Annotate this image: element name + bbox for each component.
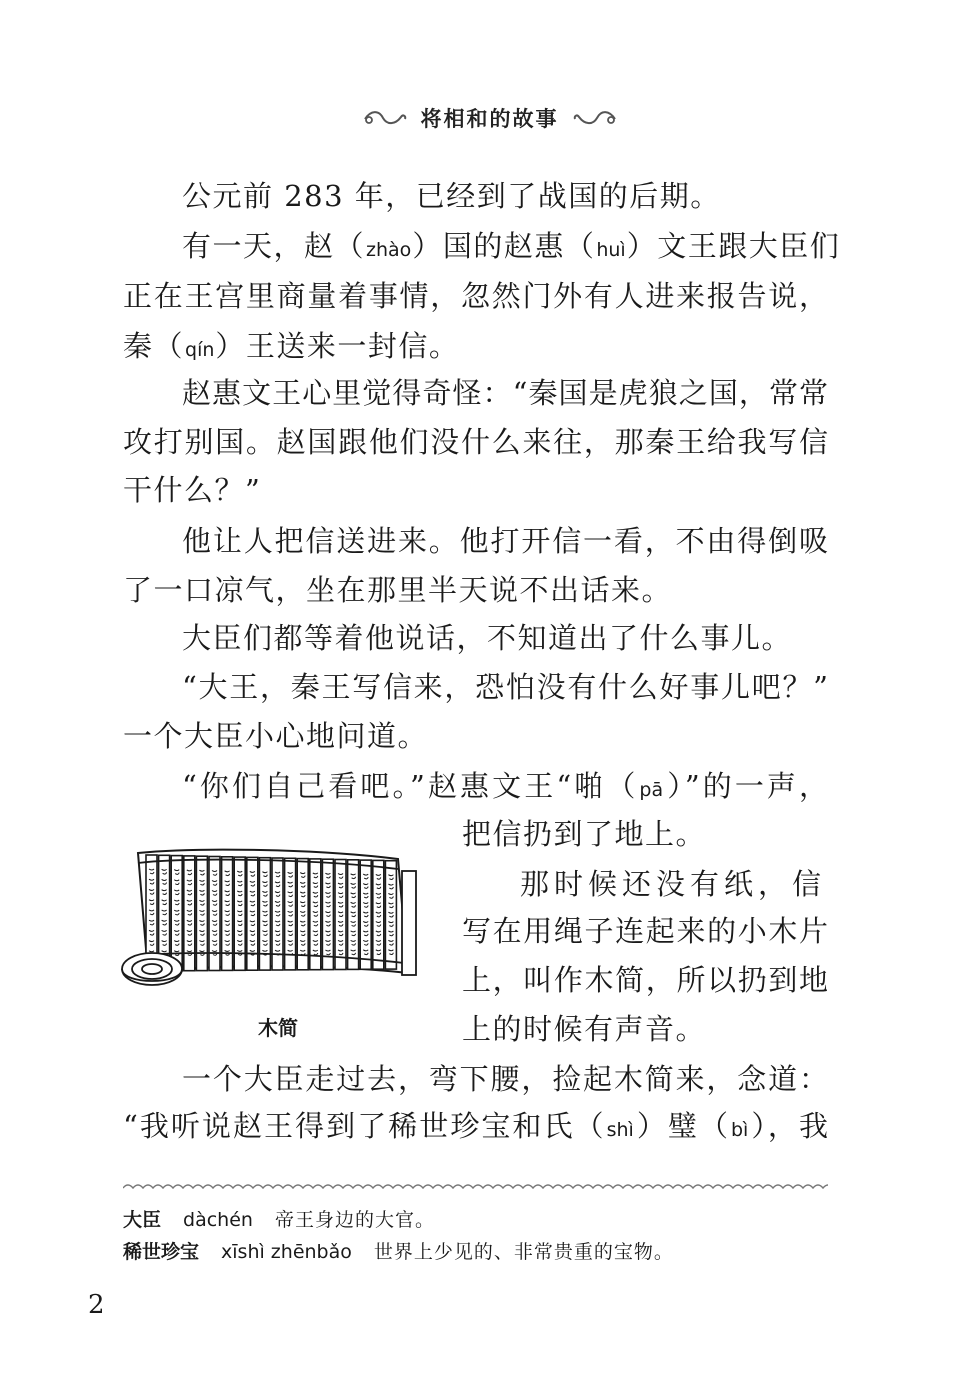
bamboo-slip — [348, 860, 359, 970]
pinyin-annotation: zhào — [366, 239, 412, 261]
body-line-3 — [123, 278, 828, 314]
pinyin-annotation: qín — [185, 339, 215, 361]
body-line-5 — [182, 375, 828, 411]
left-swirl-ornament-icon — [363, 108, 407, 128]
pinyin-annotation: huì — [596, 239, 626, 261]
body-text: ）王送来一封信。 — [215, 329, 460, 363]
glossary-term: 大臣 — [123, 1209, 162, 1231]
running-header — [0, 100, 979, 136]
body-line-8 — [182, 523, 828, 559]
bamboo-slip — [373, 860, 384, 969]
body-text: 正在王宫里商量着事情，忽然门外有人进来报告说， — [123, 279, 828, 313]
body-line-1 — [182, 178, 721, 214]
right-swirl-ornament-icon — [573, 108, 617, 128]
body-text: 赵惠文王心里觉得奇怪：“秦国是虎狼之国，常常 — [182, 376, 828, 410]
body-text: 上的时候有声音。 — [462, 1012, 707, 1046]
body-line-16 — [462, 913, 828, 949]
body-text: “我听说赵王得到了稀世珍宝和氏（ — [123, 1109, 606, 1143]
body-text: 秦（ — [123, 329, 185, 363]
body-text: ）文王跟大臣们 — [626, 229, 841, 263]
bamboo-slip — [385, 861, 396, 969]
body-text: 公元前 283 年，已经到了战国的后期。 — [182, 179, 721, 213]
glossary-definition: 世界上少见的、非常贵重的宝物。 — [373, 1241, 674, 1263]
body-text: 写在用绳子连起来的小木片 — [462, 914, 828, 948]
body-text: 了一口凉气，坐在那里半天说不出话来。 — [123, 573, 673, 607]
body-text: 攻打别国。赵国跟他们没什么来往，那秦王给我写信 — [123, 425, 828, 459]
body-text: ），我 — [749, 1109, 828, 1143]
body-line-9 — [123, 572, 672, 608]
body-text: 大臣们都等着他说话，不知道出了什么事儿。 — [182, 621, 793, 655]
glossary-entry — [123, 1238, 674, 1266]
bamboo-slip — [335, 860, 346, 970]
body-line-18 — [462, 1011, 706, 1047]
body-text: 上，叫作木简，所以扔到地 — [462, 963, 828, 997]
bamboo-slip — [360, 860, 371, 969]
glossary-definition: 帝王身边的大官。 — [274, 1209, 435, 1231]
body-line-14 — [462, 816, 706, 852]
body-text: “大王，秦王写信来，恐怕没有什么好事儿吧？” — [182, 670, 828, 704]
body-line-19 — [182, 1061, 828, 1097]
wavy-divider — [123, 1181, 828, 1195]
bamboo-slip — [297, 859, 308, 970]
body-line-7 — [123, 472, 261, 508]
body-text: ）”的一声， — [664, 769, 829, 803]
body-text: 有一天，赵（ — [182, 229, 366, 263]
bamboo-slips-scroll-icon — [118, 845, 438, 995]
bamboo-slip — [285, 858, 296, 970]
body-text: ）国的赵惠（ — [412, 229, 596, 263]
glossary-pinyin: dàchén — [183, 1209, 253, 1231]
glossary-entry — [123, 1206, 435, 1234]
pinyin-annotation: pā — [639, 779, 664, 801]
body-text: 把信扔到了地上。 — [462, 817, 707, 851]
page-number: 2 — [88, 1290, 105, 1320]
body-line-13 — [182, 768, 828, 808]
glossary-pinyin: xīshì zhēnbǎo — [221, 1241, 352, 1263]
pinyin-annotation: bì — [731, 1119, 749, 1141]
body-line-10 — [182, 620, 792, 656]
body-text: 一个大臣小心地问道。 — [123, 719, 429, 753]
body-text: 他让人把信送进来。他打开信一看，不由得倒吸 — [182, 524, 828, 558]
body-line-11 — [182, 669, 828, 705]
pinyin-annotation: shì — [606, 1119, 634, 1141]
body-line-4 — [123, 328, 459, 368]
figure-caption: 木简 — [258, 1016, 298, 1040]
body-text: 一个大臣走过去，弯下腰，捡起木简来，念道： — [182, 1062, 828, 1096]
glossary-term: 稀世珍宝 — [123, 1241, 200, 1263]
body-text: 干什么？” — [123, 473, 262, 507]
body-text: ）璧（ — [634, 1109, 730, 1143]
body-line-20 — [123, 1108, 828, 1148]
body-line-6 — [123, 424, 828, 460]
bamboo-slip — [310, 859, 321, 970]
body-line-15 — [520, 866, 826, 902]
body-line-12 — [123, 718, 428, 754]
running-header-title: 将相和的故事 — [420, 107, 559, 131]
bamboo-slip — [322, 859, 333, 969]
body-line-17 — [462, 962, 828, 998]
body-text: 那时候还没有纸，信 — [520, 867, 827, 901]
body-text: “你们自己看吧。”赵惠文王“啪（ — [182, 769, 639, 803]
body-line-2 — [182, 228, 840, 268]
